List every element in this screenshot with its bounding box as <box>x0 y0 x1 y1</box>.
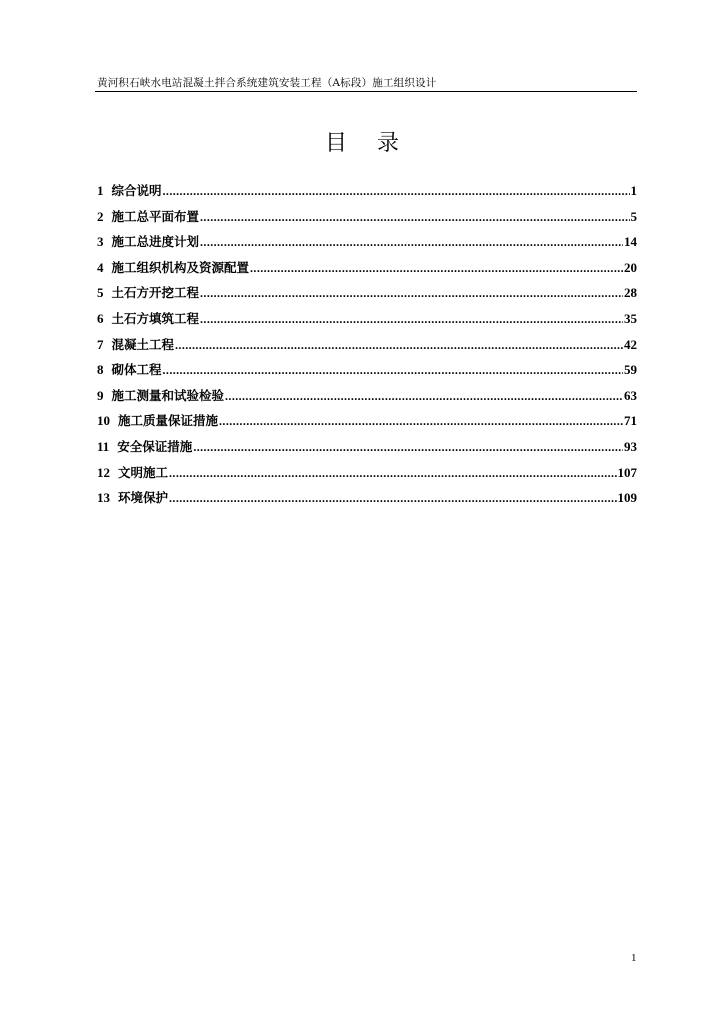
toc-entry-page: 93 <box>624 438 637 454</box>
toc-entry-number: 10 <box>97 413 110 429</box>
toc-entry[interactable] <box>97 463 637 489</box>
toc-title-char-1: 目 <box>324 131 347 156</box>
toc-entry-number: 6 <box>97 310 104 326</box>
toc-entry-title: 环境保护 <box>118 490 169 506</box>
toc-entry[interactable] <box>97 488 637 514</box>
toc-entry-title: 土石方填筑工程 <box>111 310 200 326</box>
running-header: 黄河积石峡水电站混凝土拌合系统建筑安装工程（A标段）施工组织设计 <box>97 77 437 89</box>
toc-title <box>0 130 724 158</box>
toc-entry-number: 8 <box>97 362 104 378</box>
toc-leader <box>250 261 623 276</box>
toc-entry-number: 5 <box>97 285 104 301</box>
toc-leader <box>169 491 616 506</box>
toc-entry[interactable] <box>97 232 637 258</box>
toc-entry-page: 20 <box>624 259 637 275</box>
toc-entry-page: 109 <box>617 490 637 506</box>
toc-entry-title: 施工组织机构及资源配置 <box>111 259 250 275</box>
toc-entry[interactable] <box>97 181 637 207</box>
toc-entry-number: 11 <box>97 438 110 454</box>
toc-entry[interactable] <box>97 437 637 463</box>
toc-entry-page: 14 <box>624 234 637 250</box>
toc-entry[interactable] <box>97 360 637 386</box>
toc-leader <box>163 184 630 199</box>
toc-entry-title: 施工总平面布置 <box>111 208 200 224</box>
toc-leader <box>200 312 623 327</box>
toc-entry-title: 施工测量和试验检验 <box>111 387 225 403</box>
toc-entry-title: 施工质量保证措施 <box>118 413 219 429</box>
toc-leader <box>219 414 623 429</box>
toc-entry-number: 1 <box>97 183 104 198</box>
toc-entry[interactable] <box>97 309 637 335</box>
toc-entry-page: 59 <box>624 362 637 378</box>
toc-entry[interactable] <box>97 207 637 233</box>
toc-entry-page: 63 <box>624 387 637 403</box>
toc-entry[interactable] <box>97 283 637 309</box>
toc-entry-number: 9 <box>97 387 104 403</box>
toc-leader <box>200 235 623 250</box>
toc-entry-title: 土石方开挖工程 <box>111 285 200 301</box>
toc-entry[interactable] <box>97 335 637 361</box>
toc-entry-page: 42 <box>624 336 637 352</box>
toc-entry-number: 7 <box>97 336 104 352</box>
toc-entry-page: 28 <box>624 285 637 301</box>
toc-list <box>97 181 637 514</box>
toc-entry-number: 3 <box>97 234 104 250</box>
toc-leader <box>169 466 616 481</box>
toc-entry-number: 13 <box>97 490 110 506</box>
toc-entry-title: 施工总进度计划 <box>111 234 200 250</box>
toc-leader <box>175 338 623 353</box>
toc-leader <box>200 210 629 225</box>
toc-entry-page: 5 <box>630 208 637 224</box>
toc-entry[interactable] <box>97 386 637 412</box>
toc-title-char-2: 录 <box>377 131 400 156</box>
toc-entry-number: 2 <box>97 208 104 224</box>
toc-entry-title: 文明施工 <box>118 464 169 480</box>
header-rule <box>95 91 637 92</box>
toc-leader <box>163 363 623 378</box>
toc-entry[interactable] <box>97 411 637 437</box>
toc-entry-title: 安全保证措施 <box>117 438 193 454</box>
toc-entry-page: 1 <box>630 183 637 198</box>
toc-entry-page: 71 <box>624 413 637 429</box>
toc-entry[interactable] <box>97 258 637 284</box>
toc-entry-number: 12 <box>97 464 110 480</box>
toc-leader <box>200 286 623 301</box>
toc-entry-page: 35 <box>624 310 637 326</box>
page-number: 1 <box>631 952 637 964</box>
toc-entry-page: 107 <box>617 464 637 480</box>
toc-entry-title: 综合说明 <box>111 183 162 198</box>
toc-entry-title: 混凝土工程 <box>111 336 175 352</box>
toc-leader <box>225 389 623 404</box>
toc-leader <box>193 440 623 455</box>
toc-entry-title: 砌体工程 <box>111 362 162 378</box>
toc-entry-number: 4 <box>97 259 104 275</box>
